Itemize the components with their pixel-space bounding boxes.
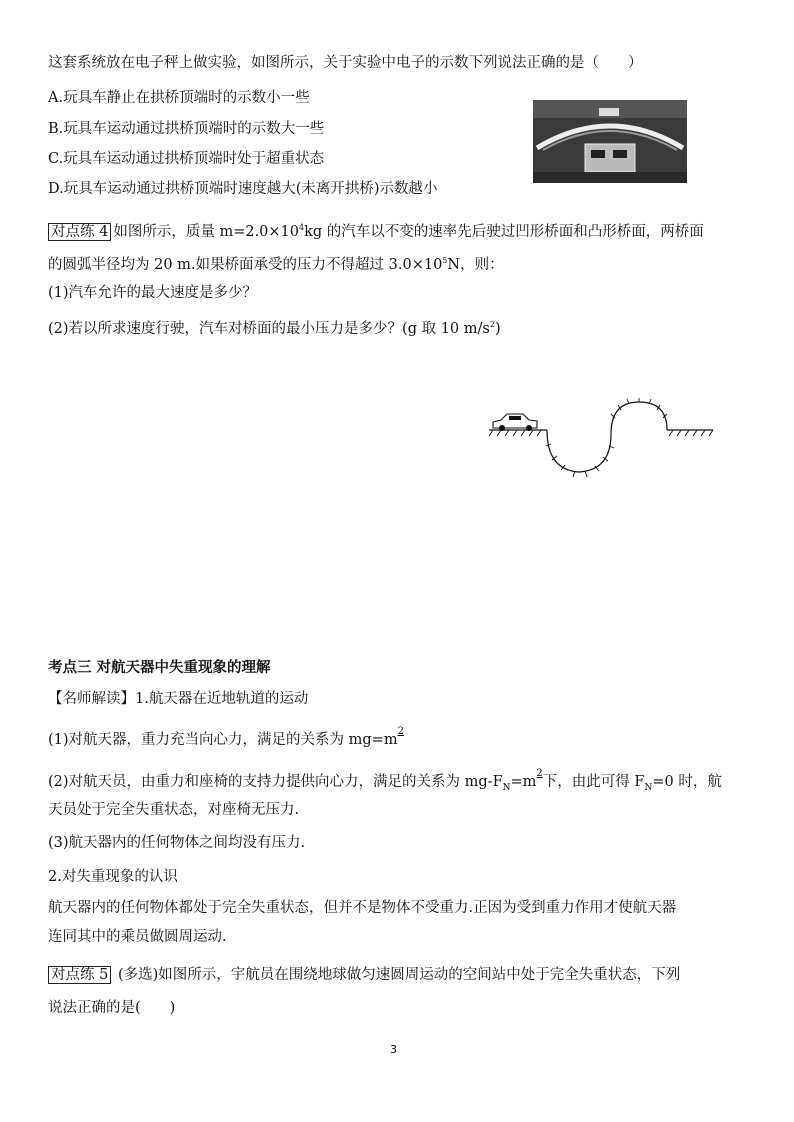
teacher-reading: 【名师解读】1.航天器在近地轨道的运动 xyxy=(48,691,309,707)
exercise-5-line1 xyxy=(48,965,680,985)
page-number: 3 xyxy=(390,1043,397,1056)
paragraph-4-line2: 连同其中的乘员做圆周运动. xyxy=(48,929,227,945)
option-b: B.玩具车运动通过拱桥顶端时的示数大一些 xyxy=(48,121,325,137)
ex4-exp-b: 5 xyxy=(442,256,448,265)
exercise-4-q1: (1)汽车允许的最大速度是多少？ xyxy=(48,285,258,301)
paragraph-3: (3)航天器内的任何物体之间均没有压力. xyxy=(48,835,306,851)
question-intro: 这套系统放在电子秤上做实验，如图所示，关于实验中电子的示数下列说法正确的是（ ） xyxy=(48,55,643,71)
ex4-text-a: 如图所示，质量 m=2.0×10 xyxy=(113,223,300,240)
p2-text-b: =m xyxy=(510,774,537,790)
p2-fraction-top: 2 xyxy=(536,768,543,779)
ex4-exp-c: 2 xyxy=(489,320,495,329)
ex4-exp-a: 4 xyxy=(299,223,305,232)
arch-bridge-scale-photo xyxy=(533,100,687,183)
exercise-4-line1 xyxy=(48,218,704,242)
ex4-line2-a: 的圆弧半径均为 20 m.如果桥面承受的压力不得超过 3.0×10 xyxy=(48,256,443,273)
p2-sub2: N xyxy=(644,782,653,793)
option-c: C.玩具车运动通过拱桥顶端时处于超重状态 xyxy=(48,151,325,167)
section-3-title: 考点三 对航天器中失重现象的理解 xyxy=(48,660,271,676)
exercise-4-tag: 对点练 4 xyxy=(48,223,111,241)
exercise-4-q2 xyxy=(48,315,501,339)
ex4-q2-b: ) xyxy=(494,320,501,337)
heading-2: 2.对失重现象的认识 xyxy=(48,869,178,885)
option-a: A.玩具车静止在拱桥顶端时的示数小一些 xyxy=(48,90,310,106)
ex4-text-b: kg 的汽车以不变的速率先后驶过凹形桥面和凸形桥面，两桥面 xyxy=(304,223,704,240)
exercise-5-tag: 对点练 5 xyxy=(48,966,111,984)
ex5-text: (多选)如图所示，宇航员在围绕地球做匀速圆周运动的空间站中处于完全失重状态，下列 xyxy=(113,967,681,983)
exercise-4-line2 xyxy=(48,251,504,275)
p2-text-d: =0 时，航 xyxy=(652,774,722,790)
car-icon xyxy=(493,414,537,431)
p2-text-a: (2)对航天员，由重力和座椅的支持力提供向心力，满足的关系为 mg-F xyxy=(48,774,503,790)
paragraph-2 xyxy=(48,768,722,798)
p2-sub: N xyxy=(502,782,511,793)
ex4-q2-a: (2)若以所求速度行驶，汽车对桥面的最小压力是多少？(g 取 10 m/s xyxy=(48,320,490,337)
paragraph-4-line1: 航天器内的任何物体都处于完全失重状态，但并不是物体不受重力.正因为受到重力作用才使航天器 xyxy=(48,900,677,916)
concave-convex-bridge-diagram xyxy=(487,398,715,478)
p1-text: (1)对航天器，重力充当向心力，满足的关系为 mg=m xyxy=(48,732,398,748)
option-d: D.玩具车运动通过拱桥顶端时速度越大(未离开拱桥)示数越小 xyxy=(48,181,438,197)
ex4-line2-b: N，则： xyxy=(447,256,504,273)
paragraph-1 xyxy=(48,726,404,752)
exercise-5-line2: 说法正确的是( ) xyxy=(48,1000,176,1016)
p2-text-c: 下，由此可得 F xyxy=(542,774,645,790)
paragraph-2-line2: 天员处于完全失重状态，对座椅无压力. xyxy=(48,802,300,818)
p1-fraction-top: 2 xyxy=(397,726,404,737)
